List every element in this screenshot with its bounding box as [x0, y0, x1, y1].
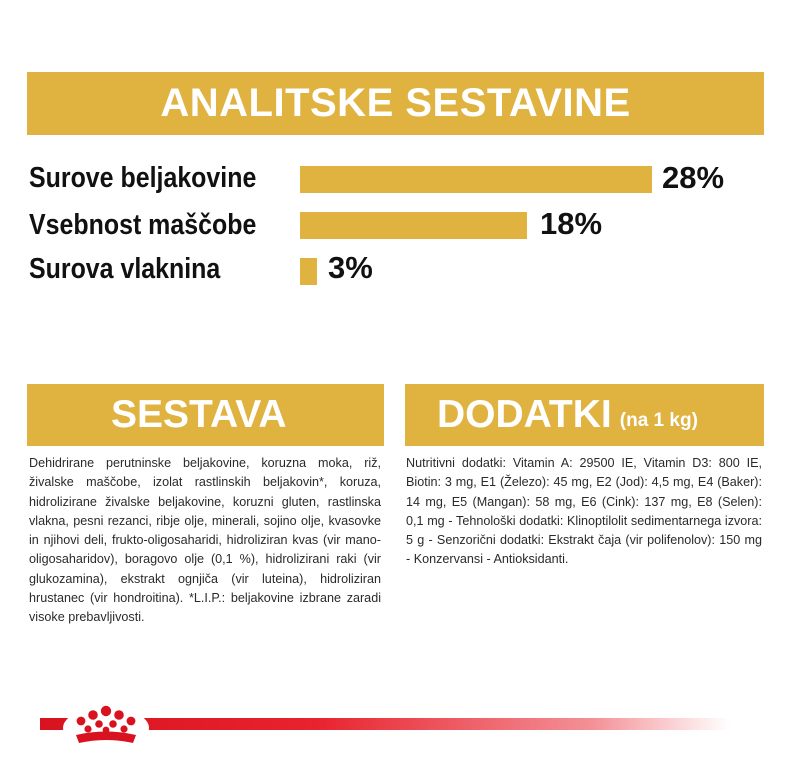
- nutrient-value: 18%: [540, 206, 603, 241]
- nutrient-label: Vsebnost maščobe: [29, 209, 257, 241]
- nutrient-bar: [300, 166, 652, 193]
- composition-text: Dehidrirane perutninske beljakovine, koruzna moka, riž, živalske maščobe, izolat rastlinskih beljakovin*, koruza, hidrolizirane živalske beljakovine, koruzni gluten, rastlinska vlakna, pesni rezanci, ribje olje, minerali, sojino olje, kvasovke in njihovi deli, frukto-oligosaharidi, hidroliziran kvas (vir mano-oligosaharidov), boragovo olje (0,1 %), hidrolizirani raki (vir glukozamina), ekstrakt ognjiča (vir luteina), hidroliziran hrustanec (vir hondroitina). *L.I.P.: beljakovine izbrane zaradi visoke prebavljivosti.: [29, 456, 381, 625]
- nutrient-bar: [300, 212, 527, 239]
- crown-icon: [62, 698, 150, 750]
- composition-header: [27, 384, 384, 446]
- nutrient-value: 3%: [328, 250, 373, 285]
- composition-title: SESTAVA: [111, 393, 287, 436]
- additives-text: Nutritivni dodatki: Vitamin A: 29500 IE, Vitamin D3: 800 IE, Biotin: 3 mg, E1 (Železo): 45 mg, E2 (Jod): 4,5 mg, E4 (Baker): 14 mg, E5 (Mangan): 58 mg, E6 (Cink): 137 mg, E8 (Selen): 0,1 mg - Tehnološki dodatki: Klinoptilolit sedimentarnega izvora: 5 g - Senzorični dodatki: Ekstrakt čaja (vir polifenolov): 150 mg - Konzervansi - Antioksidanti.: [406, 456, 762, 567]
- nutrient-label: Surove beljakovine: [29, 162, 257, 194]
- analysis-header: [27, 72, 764, 135]
- additives-subtitle: (na 1 kg): [619, 410, 698, 431]
- additives-header: [405, 384, 764, 446]
- nutrient-label: Surova vlaknina: [29, 253, 221, 285]
- nutrient-bar: [300, 258, 317, 285]
- analysis-title: ANALITSKE SESTAVINE: [160, 81, 631, 125]
- additives-title: DODATKI: [437, 393, 612, 436]
- nutrient-value: 28%: [662, 160, 725, 195]
